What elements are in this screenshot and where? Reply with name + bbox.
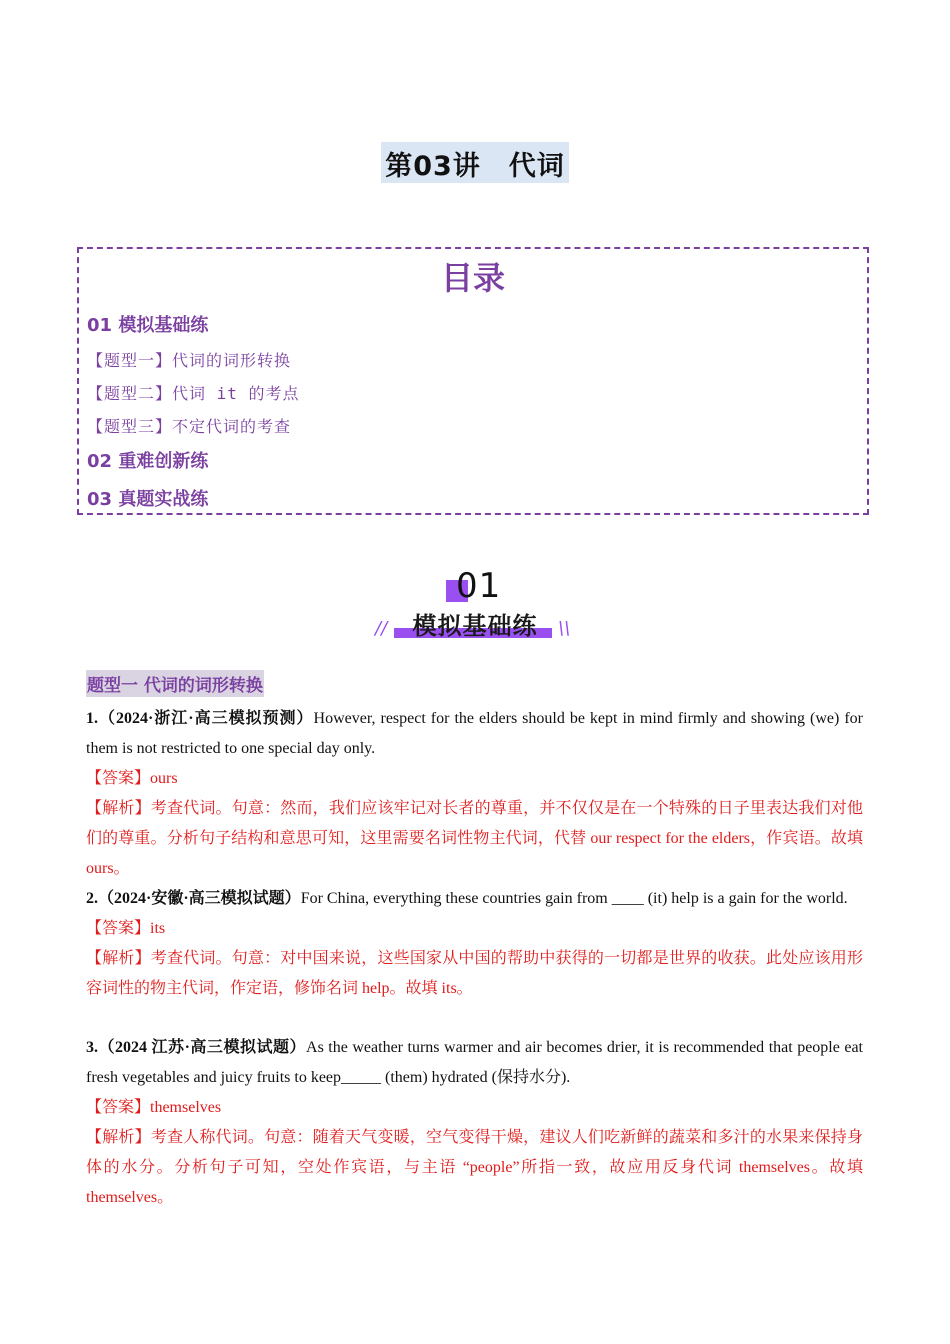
question-text (86, 704, 863, 764)
page-title-wrap (0, 142, 950, 183)
toc-item-type-1[interactable]: 【题型一】代词的词形转换 (87, 351, 292, 370)
question-body: However, respect for the elders should be kept in mind firmly and showing (we) for them is not restricted to one special day only. (86, 710, 863, 757)
toc-item-type-3[interactable]: 【题型三】不定代词的考查 (87, 417, 292, 436)
toc-item-section-01[interactable]: 01 模拟基础练 (87, 315, 209, 336)
question-body: For China, everything these countries gain from ____ (it) help is a gain for the world. (300, 890, 848, 907)
question-text (86, 1033, 863, 1093)
answer: 【答案】themselves (86, 1099, 222, 1116)
question-text (86, 884, 863, 914)
question-source: （2024 江苏·高三模拟试题） (98, 1039, 307, 1056)
answer: 【答案】ours (86, 770, 178, 787)
question-source: （2024·浙江·高三模拟预测） (98, 710, 314, 727)
section-number: 01 (456, 566, 502, 606)
question-number: 2. (86, 890, 98, 907)
question-2 (86, 884, 863, 1004)
slash-right-icon: \\ (558, 618, 571, 639)
type-heading: 题型一 代词的词形转换 (86, 670, 264, 697)
page-title: 第03讲 代词 (381, 142, 569, 183)
toc-item-section-03[interactable]: 03 真题实战练 (87, 489, 209, 510)
toc-item-section-02[interactable]: 02 重难创新练 (87, 451, 209, 472)
section-banner (0, 566, 950, 646)
question-number: 3. (86, 1039, 98, 1056)
explanation: 【解析】考查代词。句意：然而，我们应该牢记对长者的尊重，并不仅仅是在一个特殊的日子里表达我们对他们的尊重。分析句子结构和意思可知，这里需要名词性物主代词，代替 our respect for the elders，作宾语。故填 ours。 (86, 800, 863, 877)
explanation: 【解析】考查人称代词。句意：随着天气变暖，空气变得干燥，建议人们吃新鲜的蔬菜和多汁的水果来保持身体的水分。分析句子可知，空处作宾语，与主语 “people”所指一致，故应用反身代词 themselves。故填 themselves。 (86, 1129, 863, 1206)
question-3 (86, 1033, 863, 1213)
table-of-contents (77, 247, 869, 515)
question-number: 1. (86, 710, 98, 727)
answer: 【答案】its (86, 920, 166, 937)
section-title: 模拟基础练 (412, 612, 538, 640)
slash-left-icon: // (375, 618, 388, 639)
toc-item-type-2[interactable]: 【题型二】代词 it 的考点 (87, 384, 300, 403)
toc-heading: 目录 (440, 259, 505, 297)
question-source: （2024·安徽·高三模拟试题） (98, 890, 301, 907)
question-1 (86, 704, 863, 884)
question-body: As the weather turns warmer and air becomes drier, it is recommended that people eat fresh vegetables and juicy fruits to keep_____ (them) hydrated (保持水分). (86, 1039, 864, 1086)
explanation: 【解析】考查代词。句意：对中国来说，这些国家从中国的帮助中获得的一切都是世界的收获。此处应该用形容词性的物主代词，作定语，修饰名词 help。故填 its。 (86, 950, 863, 997)
